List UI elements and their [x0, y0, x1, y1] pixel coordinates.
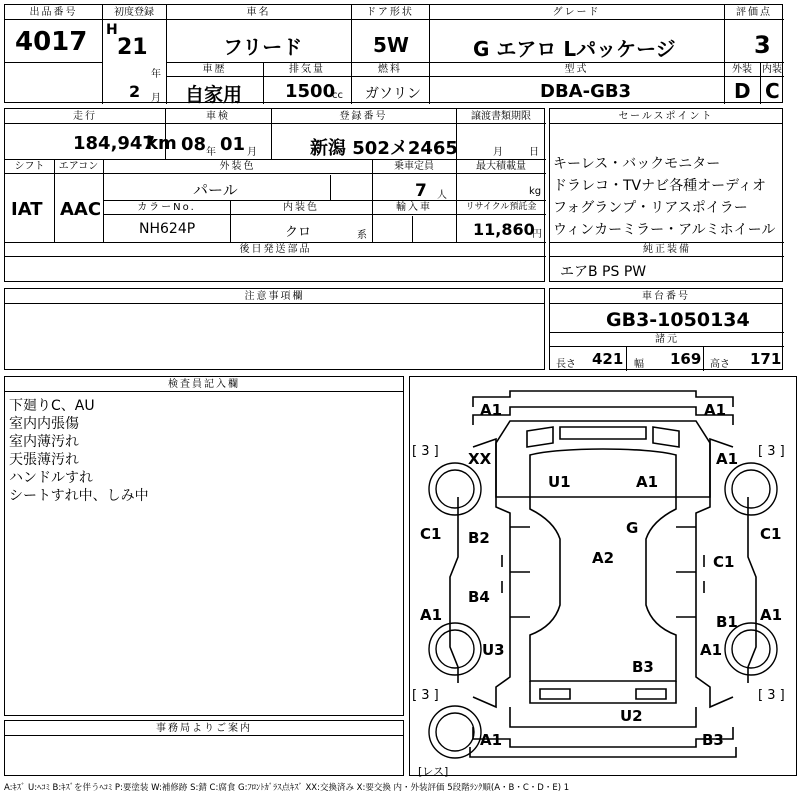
sales-point-line: ウィンカーミラー・アルミホイール: [553, 222, 776, 238]
first-reg-month: 2: [129, 82, 141, 101]
capacity-label: 乗車定員: [372, 159, 456, 174]
equipment-value: エアB PS PW: [560, 264, 647, 280]
width-value: 169: [670, 350, 702, 368]
transfer-day-unit: 日: [529, 147, 539, 158]
recycle-label: リサイクル預託金: [456, 200, 546, 215]
history-label: 車歴: [166, 62, 263, 77]
exterior-score-value: D: [734, 79, 751, 103]
car-name-value: フリード: [223, 35, 303, 59]
model-label: 型式: [429, 62, 724, 77]
transfer-label: 譲渡書類期限: [456, 109, 546, 124]
model-value: DBA-GB3: [540, 81, 632, 102]
first-reg-year: 21: [117, 35, 148, 60]
first-reg-era: H: [106, 22, 118, 38]
chassis-label: 車台番号: [550, 289, 782, 304]
interior-color-value: クロ: [285, 225, 312, 240]
exterior-color-label: 外装色: [103, 159, 372, 174]
recycle-unit: 円: [532, 229, 542, 240]
damage-mark: A1: [480, 731, 503, 749]
damage-mark: A1: [704, 401, 727, 419]
damage-mark: A1: [700, 641, 723, 659]
legend: A:ｷｽﾞ U:ﾍｺﾐ B:ｷｽﾞを伴うﾍｺﾐ P:要塗装 W:補修跡 S:錆 C:腐食 G:ﾌﾛﾝﾄｶﾞﾗｽ点ｷｽﾞ XX:交換済み X:要交換 内・外装評価 5段階ﾗﾝｸ順(A・B・C・D・E) 1: [4, 783, 570, 793]
damage-mark: B1: [716, 613, 738, 631]
capacity-unit: 人: [437, 190, 447, 201]
panel-count-bracket: [ 3 ]: [758, 444, 785, 459]
inspector-line: 室内薄汚れ: [9, 434, 79, 450]
later-parts-label: 後日発送部品: [5, 242, 546, 257]
sales-point-label: セールスポイント: [550, 109, 782, 124]
damage-mark: B4: [468, 588, 490, 606]
fuel-value: ガソリン: [365, 86, 421, 102]
equipment-label: 純正装備: [550, 242, 784, 257]
inspector-line: 下廻りC、AU: [9, 398, 95, 414]
interior-score-value: C: [765, 79, 780, 103]
mileage-label: 走行: [5, 109, 165, 124]
color-no-value: NH624P: [139, 221, 196, 237]
chassis-block: [549, 288, 783, 370]
plate-label: 登録番号: [271, 109, 456, 124]
displacement-value: 1500: [285, 81, 336, 102]
car-name-label: 車名: [166, 5, 351, 20]
recycle-value: 11,860: [473, 220, 535, 239]
inspection-year: 08: [181, 134, 207, 155]
grade-value: G エアロ Lパッケージ: [473, 37, 676, 61]
damage-mark: C1: [420, 525, 442, 543]
height-label: 高さ: [710, 359, 730, 370]
height-value: 171: [750, 350, 782, 368]
door-label: ドア形状: [351, 5, 429, 20]
mileage-unit: km: [146, 133, 177, 154]
lot-no-value: 4017: [15, 27, 88, 57]
damage-mark: C1: [760, 525, 782, 543]
panel-count-bracket: [ 3 ]: [758, 688, 785, 703]
history-value: 自家用: [185, 84, 243, 106]
mileage-value: 184,947: [73, 133, 155, 154]
inspection-month: 01: [220, 134, 246, 155]
transfer-month-unit: 月: [493, 147, 503, 158]
spec-block: [4, 108, 545, 282]
first-reg-month-unit: 月: [151, 93, 161, 104]
inspection-month-unit: 月: [247, 147, 257, 158]
inspector-line: 天張薄汚れ: [9, 452, 79, 468]
first-reg-label: 初度登録: [102, 5, 166, 20]
office-block: [4, 720, 404, 776]
damage-mark: C1: [713, 553, 735, 571]
damage-mark: B3: [702, 731, 724, 749]
inspector-line: シートすれ中、しみ中: [9, 488, 149, 504]
width-label: 幅: [634, 359, 644, 370]
max-load-unit: kg: [529, 186, 542, 197]
rez-label: [レス]: [418, 765, 449, 778]
shift-value: IAT: [11, 199, 43, 220]
length-label: 長さ: [556, 359, 576, 370]
chassis-value: GB3-1050134: [606, 309, 750, 331]
inspector-line: 室内内張傷: [9, 416, 79, 432]
panel-count-bracket: [ 3 ]: [412, 688, 439, 703]
sales-point-line: キーレス・バックモニター: [553, 156, 721, 172]
damage-mark: U1: [548, 473, 571, 491]
interior-color-unit: 系: [357, 230, 367, 241]
displacement-unit: cc: [332, 90, 343, 101]
exterior-color-value: パール: [193, 181, 238, 199]
interior-score-label: 内装: [762, 64, 782, 75]
aircon-label: エアコン: [54, 159, 103, 174]
damage-mark: U3: [482, 641, 505, 659]
panel-count-bracket: [ 3 ]: [412, 444, 439, 459]
import-label: 輸入車: [372, 200, 456, 215]
damage-mark: A1: [420, 606, 443, 624]
aircon-value: AAC: [60, 199, 102, 220]
damage-mark: G: [626, 519, 639, 537]
door-value: 5W: [373, 33, 409, 57]
damage-mark: B3: [632, 658, 654, 676]
score-value: 3: [754, 31, 771, 59]
score-label: 評価点: [724, 5, 784, 20]
damage-mark: A1: [636, 473, 659, 491]
header-block: [4, 4, 783, 106]
shift-label: シフト: [5, 159, 54, 174]
plate-value: 新潟 502メ2465: [310, 138, 458, 159]
color-no-label: カラーNo.: [103, 200, 230, 215]
inspector-line: ハンドルすれ: [9, 470, 93, 486]
fuel-label: 燃料: [351, 62, 429, 77]
damage-diagram: [409, 376, 797, 776]
exterior-score-label: 外装: [724, 62, 760, 77]
capacity-value: 7: [415, 181, 427, 201]
inspection-label: 車検: [165, 109, 271, 124]
office-label: 事務局よりご案内: [5, 721, 403, 736]
damage-mark: XX: [468, 450, 492, 468]
damage-mark: A1: [716, 450, 739, 468]
dims-label: 諸元: [550, 332, 784, 347]
damage-mark: A2: [592, 549, 615, 567]
sales-point-line: ドラレコ・TVナビ各種オーディオ: [553, 178, 767, 194]
grade-label: グレード: [429, 5, 724, 20]
damage-mark: A1: [480, 401, 503, 419]
inspection-year-unit: 年: [206, 147, 216, 158]
notes-label: 注意事項欄: [5, 289, 544, 304]
sales-point-line: フォグランプ・リアスポイラー: [553, 200, 748, 216]
displacement-label: 排気量: [263, 62, 351, 77]
inspector-block: [4, 376, 404, 716]
max-load-label: 最大積載量: [456, 159, 546, 174]
interior-color-label: 内装色: [230, 200, 372, 215]
lot-no-label: 出品番号: [5, 5, 102, 20]
damage-mark: A1: [760, 606, 783, 624]
sales-point-block: [549, 108, 783, 282]
damage-mark: U2: [620, 707, 643, 725]
first-reg-year-unit: 年: [151, 69, 161, 80]
inspector-label: 検査員記入欄: [5, 377, 403, 392]
damage-mark: B2: [468, 529, 490, 547]
length-value: 421: [592, 350, 624, 368]
notes-block: [4, 288, 545, 370]
